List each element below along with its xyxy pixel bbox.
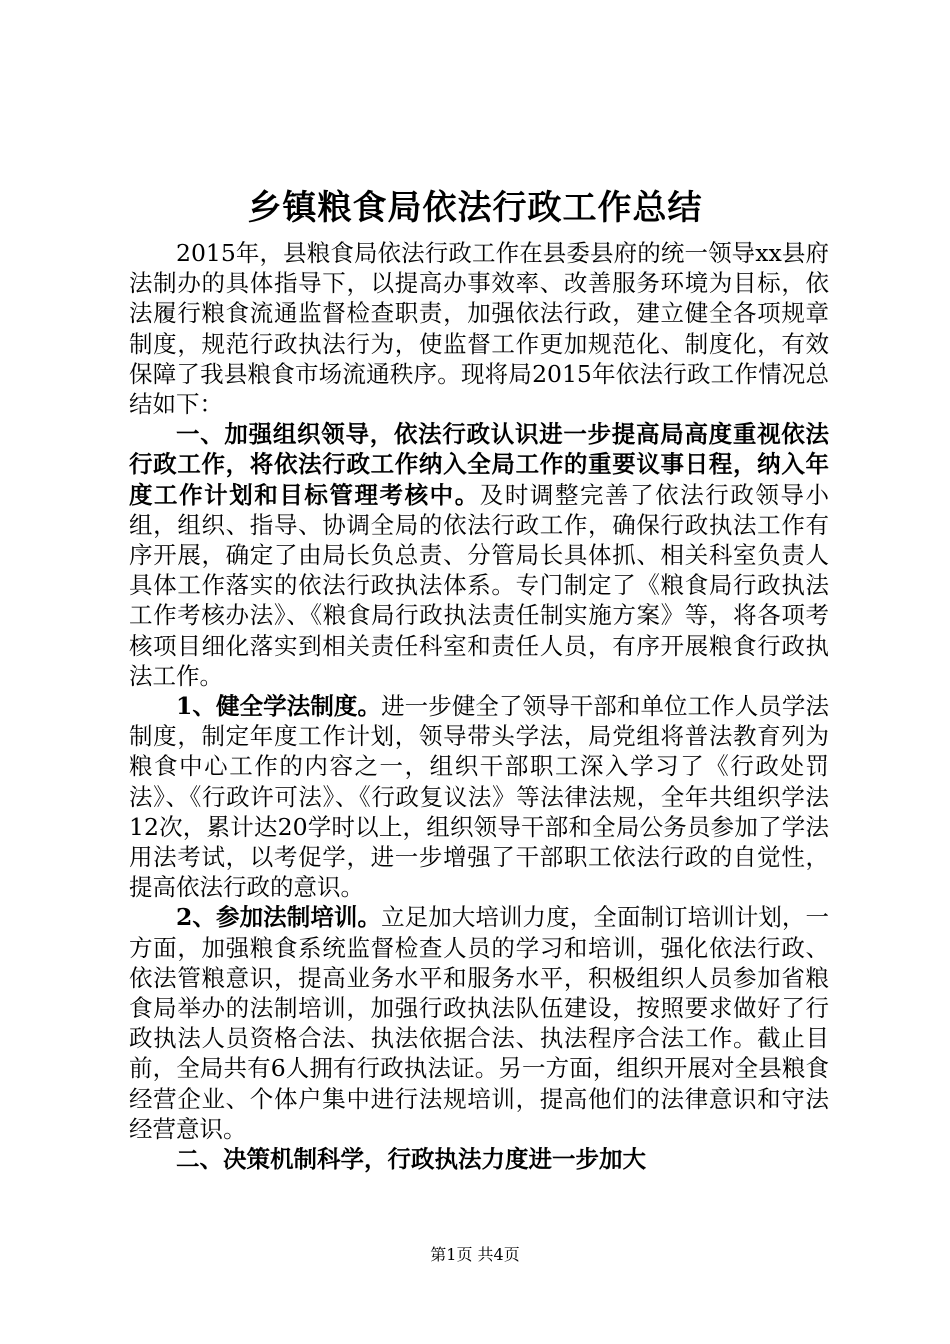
- section-1-1-paragraph: [129, 691, 829, 902]
- section-1-1-body: 进一步健全了领导干部和单位工作人员学法制度，制定年度工作计划，领导带头学法，局党组将普法教育列为粮食中心工作的内容之一，组织干部职工深入学习了《行政处罚法》、《行政许可法》、《行政复议法》等法律法规，全年共组织学法12次，累计达20学时以上，组织领导干部和全局公务员参加了学法用法考试，以考促学，进一步增强了干部职工依法行政的自觉性，提高依法行政的意识。: [129, 692, 830, 902]
- intro-paragraph: 2015年，县粮食局依法行政工作在县委县府的统一领导xx县府法制办的具体指导下，以提高办事效率、改善服务环境为目标，依法履行粮食流通监督检查职责，加强依法行政，建立健全各项规章制度，规范行政执法行为，使监督工作更加规范化、制度化，有效保障了我县粮食市场流通秩序。现将局2015年依法行政工作情况总结如下：: [129, 239, 829, 419]
- section-1-2-body: 立足加大培训力度，全面制订培训计划，一方面，加强粮食系统监督检查人员的学习和培训，强化依法行政、依法管粮意识，提高业务水平和服务水平，积极组织人员参加省粮食局举办的法制培训，加强行政执法队伍建设，按照要求做好了行政执法人员资格合法、执法依据合法、执法程序合法工作。截止目前，全局共有6人拥有行政执法证。另一方面，组织开展对全县粮食经营企业、个体户集中进行法规培训，提高他们的法律意识和守法经营意识。: [129, 903, 830, 1143]
- section-1-2-paragraph: [129, 902, 829, 1144]
- section-1-paragraph: [129, 419, 829, 691]
- section-1-2-heading: 2、参加法制培训。: [176, 903, 382, 932]
- document-title: 乡镇粮食局依法行政工作总结: [247, 188, 703, 228]
- section-1-1-heading: 1、健全学法制度。: [176, 692, 382, 721]
- page-number-footer: 第1页 共4页: [430, 1245, 520, 1264]
- section-1-heading: 一、加强组织领导，依法行政认识进一步提高局高度重视依法行政工作，将依法行政工作纳入全局工作的重要议事日程，纳入年度工作计划和目标管理考核中。: [129, 420, 829, 509]
- document-body: [129, 238, 829, 1174]
- section-1-body: 及时调整完善了依法行政领导小组，组织、指导、协调全局的依法行政工作，确保行政执法工作有序开展，确定了由局长负总责、分管局长具体抓、相关科室负责人具体工作落实的依法行政执法体系。专门制定了《粮食局行政执法工作考核办法》、《粮食局行政执法责任制实施方案》等，将各项考核项目细化落实到相关责任科室和责任人员，有序开展粮食行政执法工作。: [129, 480, 830, 690]
- section-2-heading: 二、决策机制科学，行政执法力度进一步加大: [176, 1145, 646, 1174]
